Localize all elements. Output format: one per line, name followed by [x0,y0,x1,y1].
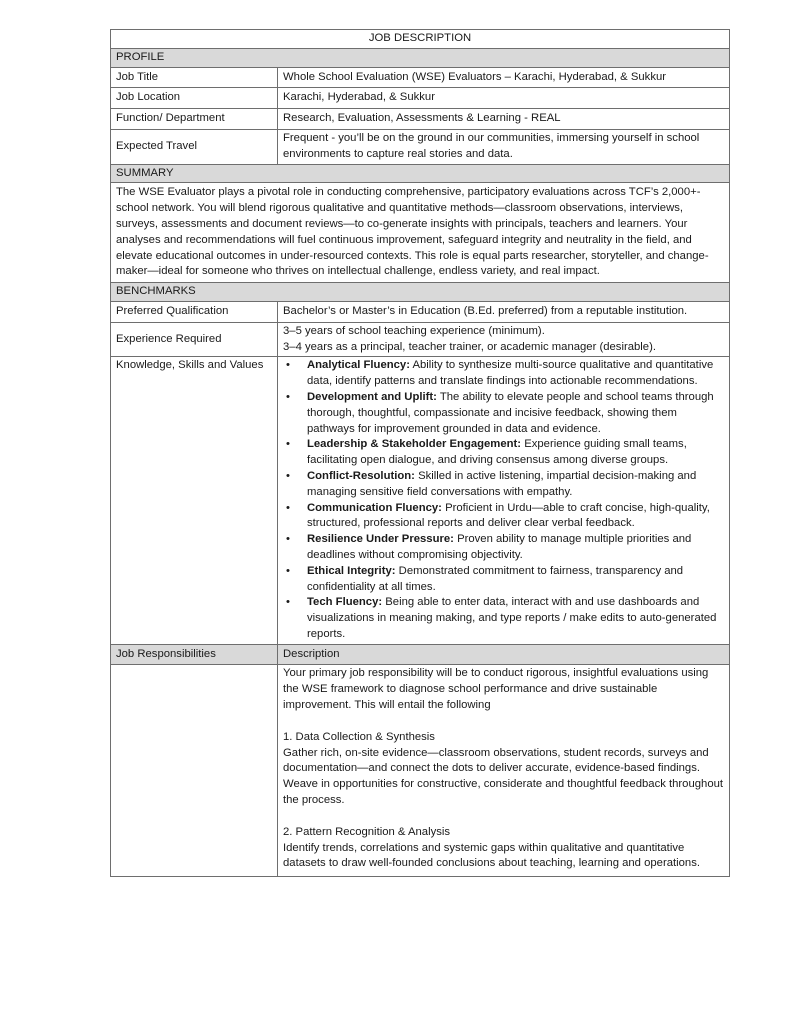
section-text-data-collection: Gather rich, on-site evidence—classroom observations, student records, surveys and documentation—and connect the dots to deliver accurate, evidence-based findings. Weave in opportunities for constructive, considerate and thoughtful feedback throughout the process. [283,746,724,807]
skill-item [283,595,724,642]
job-description-table [110,29,730,877]
skill-item [283,390,724,437]
job-title-value: Whole School Evaluation (WSE) Evaluators – Karachi, Hyderabad, & Sukkur [278,67,730,88]
responsibilities-label: Job Responsibilities [111,644,278,665]
title-row [111,30,730,49]
skill-lead: Tech Fluency: [307,596,383,609]
bullet-icon: • [286,564,290,577]
profile-row-function [111,109,730,130]
skill-text: Ability to synthesize multi-source qualitative and quantitative data, identify patterns and translate findings into actionable recommendations. [307,359,714,388]
preferred-qualification-row [111,301,730,322]
skill-text: The ability to elevate people and school teams through thorough, thoughtful, compassionate and incisive feedback, showing them pathways for improvement grounded in data and evidence. [307,390,714,435]
profile-row-expected-travel [111,129,730,164]
preferred-qualification-label: Preferred Qualification [111,301,278,322]
bullet-icon: • [286,390,290,403]
skill-item [283,437,724,469]
bullet-icon: • [286,596,290,609]
profile-heading-row [111,48,730,67]
bullet-icon: • [286,359,290,372]
description-heading: Description [278,644,730,665]
expected-travel-value: Frequent - you’ll be on the ground in our communities, immersing yourself in school environments to capture real stories and data. [278,129,730,164]
section-heading-data-collection: 1. Data Collection & Synthesis [283,730,435,743]
skill-lead: Analytical Fluency: [307,359,410,372]
summary-text: The WSE Evaluator plays a pivotal role in conducting comprehensive, participatory evaluations across TCF’s 2,000+-school network. You will blend rigorous qualitative and quantitative methods—classroom observations, interviews, surveys, assessments and document reviews—to co-generate insights with principals, teachers and learners. Your analyses and recommendations will fuel continuous improvement, safeguard integrity and neutrality in the field, and elevate educational outcomes in under-resourced contexts. This role is equal parts researcher, storyteller, and change-maker—ideal for someone who thrives on intellectual challenge, endless variety, and real impact. [111,183,730,283]
job-location-value: Karachi, Hyderabad, & Sukkur [278,88,730,109]
job-title-label: Job Title [111,67,278,88]
skill-lead: Communication Fluency: [307,501,442,514]
skill-lead: Ethical Integrity: [307,564,396,577]
document-title: JOB DESCRIPTION [111,30,730,49]
job-description-document [110,29,729,877]
skill-lead: Leadership & Stakeholder Engagement: [307,438,522,451]
skill-text: Being able to enter data, interact with and use dashboards and visualizations in meaning making, and type reports / make edits to auto-generated reports. [307,596,717,640]
skill-item [283,358,724,390]
section-text-pattern-recognition: Identify trends, correlations and systemic gaps within qualitative and quantitative datasets to draw well-founded conclusions about teaching, learning and operations. [283,841,701,870]
skill-text: Skilled in active listening, impartial decision-making and managing sensitive field conversations with empathy. [307,469,697,498]
benchmarks-heading: BENCHMARKS [111,283,730,302]
experience-value [278,322,730,357]
skill-text: Demonstrated commitment to fairness, transparency and confidentiality at all times. [307,564,684,593]
bullet-icon: • [286,438,290,451]
skill-lead: Resilience Under Pressure: [307,533,454,546]
bullet-icon: • [286,533,290,546]
section-heading-pattern-recognition: 2. Pattern Recognition & Analysis [283,825,451,838]
skill-item [283,469,724,501]
skills-list [283,358,724,642]
skill-lead: Conflict-Resolution: [307,469,415,482]
profile-row-job-location [111,88,730,109]
responsibilities-intro: Your primary job responsibility will be to conduct rigorous, insightful evaluations using the WSE framework to diagnose school performance and drive sustainable improvement. This will entail the following [283,667,709,712]
ksv-label: Knowledge, Skills and Values [111,357,278,644]
summary-heading: SUMMARY [111,164,730,183]
experience-line-teaching: 3–5 years of school teaching experience (minimum). [283,324,545,337]
preferred-qualification-value: Bachelor’s or Master’s in Education (B.Ed. preferred) from a reputable institution. [278,301,730,322]
experience-line-leadership: 3–4 years as a principal, teacher trainer, or academic manager (desirable). [283,340,656,353]
summary-heading-row [111,164,730,183]
experience-row [111,322,730,357]
responsibilities-description [278,665,730,877]
responsibilities-heading-row [111,644,730,665]
skill-lead: Development and Uplift: [307,390,437,403]
skill-text: Proven ability to manage multiple priorities and deadlines without compromising objectivity. [307,533,692,561]
skill-text: Experience guiding small teams, facilitating open dialogue, and driving consensus among diverse groups. [307,438,687,467]
skill-item [283,532,724,564]
bullet-icon: • [286,469,290,482]
ksv-value [278,357,730,644]
bullet-icon: • [286,501,290,514]
expected-travel-label: Expected Travel [111,129,278,164]
summary-row [111,183,730,283]
skill-text: Proficient in Urdu—able to craft concise, high-quality, structured, professional reports and deliver clear verbal feedback. [307,501,710,530]
function-label: Function/ Department [111,109,278,130]
profile-heading: PROFILE [111,48,730,67]
responsibilities-empty-cell [111,665,278,877]
benchmarks-heading-row [111,283,730,302]
ksv-row [111,357,730,644]
responsibilities-body-row [111,665,730,877]
function-value: Research, Evaluation, Assessments & Learning - REAL [278,109,730,130]
job-location-label: Job Location [111,88,278,109]
profile-row-job-title [111,67,730,88]
skill-item [283,564,724,596]
skill-item [283,501,724,533]
experience-label: Experience Required [111,322,278,357]
